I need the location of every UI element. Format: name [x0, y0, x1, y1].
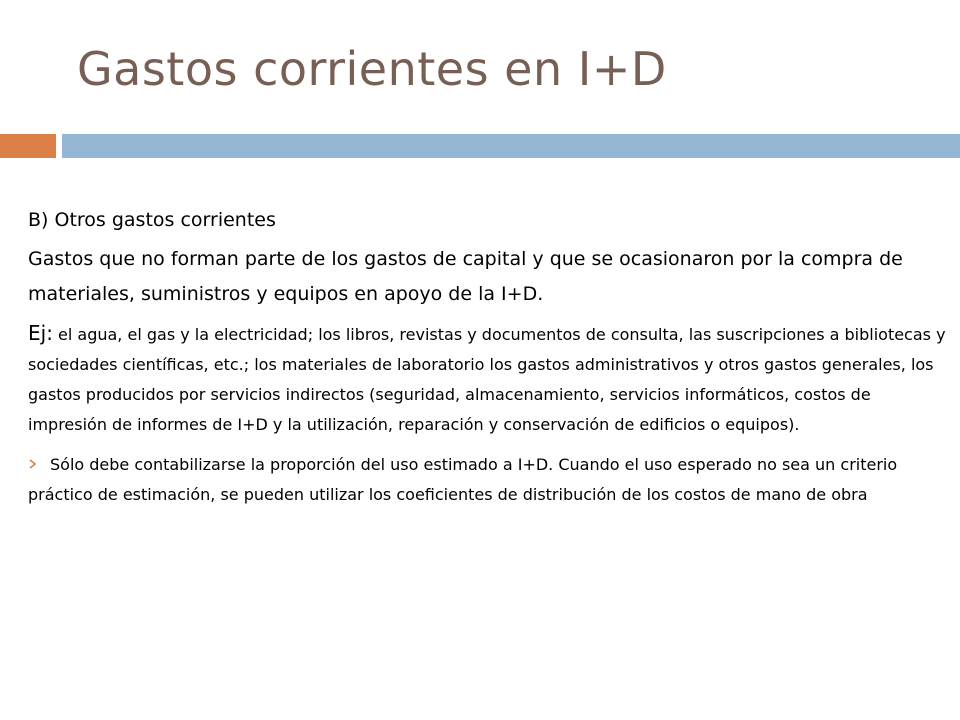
example-label: Ej:	[28, 321, 53, 345]
example-text: el agua, el gas y la electricidad; los libros, revistas y documentos de consulta, las suscripciones a bibliotecas y sociedades científicas, etc.; los materiales de laboratorio los gastos administrativos y otros gastos generales, los gastos producidos por servicios indirectos (seguridad, almacenamiento, servicios informáticos, costos de impresión de informes de I+D y la utilización, reparación y conservación de edificios o equipos).	[28, 325, 946, 434]
section-subheading: B) Otros gastos corrientes	[28, 209, 276, 231]
arrow-bullet-icon	[28, 450, 50, 480]
accent-bar-blue	[62, 134, 960, 158]
accent-bar-orange	[0, 134, 56, 158]
bullet-text: Sólo debe contabilizarse la proporción del uso estimado a I+D. Cuando el uso esperado no sea un criterio práctico de estimación, se pueden utilizar los coeficientes de distribución de los costos de mano de obra	[28, 455, 898, 504]
example-paragraph	[28, 318, 946, 440]
definition-paragraph: Gastos que no forman parte de los gastos de capital y que se ocasionaron por la compra de materiales, suministros y equipos en apoyo de la I+D.	[28, 248, 903, 305]
slide-body	[28, 206, 946, 510]
slide-title: Gastos corrientes en I+D	[77, 42, 667, 96]
bullet-paragraph	[28, 450, 946, 510]
